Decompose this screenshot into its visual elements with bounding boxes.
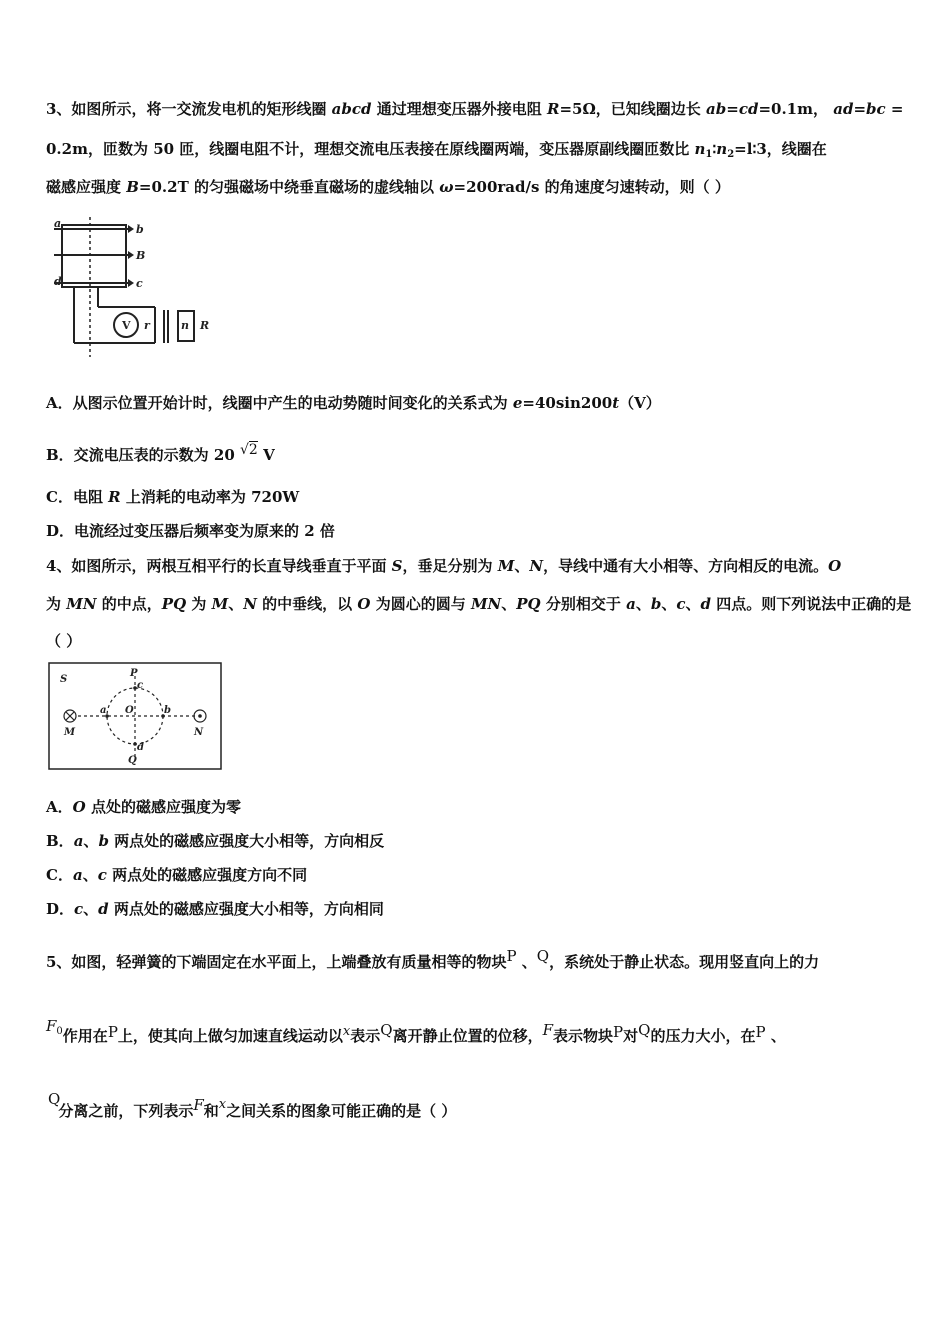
q3-line-3: 磁感应强度 B=0.2T 的匀强磁场中绕垂直磁场的虚线轴以 ω=200rad/s 的角速度匀速转动，则（ ） [46, 178, 730, 196]
parallel-wires-figure [48, 662, 224, 772]
label-a: a [100, 705, 107, 716]
label-o: O [125, 705, 134, 716]
q4-option-c: C．a、c 两点处的磁感应强度方向不同 [46, 866, 308, 884]
q3-line-1: 3、如图所示，将一交流发电机的矩形线圈 abcd 通过理想变压器外接电阻 R=5Ω，已知线圈边长 ab=cd=0.1m， ad=bc = [46, 100, 904, 118]
wire-m-symbol [64, 710, 76, 722]
wire-n-symbol [194, 710, 206, 722]
label-r: r [144, 319, 150, 332]
q3-option-d: D．电流经过变压器后频率变为原来的 2 倍 [46, 522, 335, 540]
label-V: V [122, 319, 131, 332]
q4-option-b: B．a、b 两点处的磁感应强度大小相等，方向相反 [46, 832, 385, 850]
label-n: N [194, 727, 204, 738]
label-B: B [136, 249, 146, 262]
q4-line-3: （ ） [46, 632, 82, 650]
arrow-top [128, 225, 134, 233]
q3-option-b: B．交流电压表的示数为 20 √2 V [46, 442, 275, 464]
label-d: d [54, 275, 62, 288]
label-m: M [64, 727, 76, 738]
q5-line-2: $F_0$作用在P上，使其向上做匀加速直线运动以x表示Q离开静止位置的位移，F表示物块P对Q的压力大小，在P 、 [46, 1017, 786, 1045]
generator-coil-figure [50, 215, 215, 360]
label-d: d [137, 742, 144, 753]
arrow-bottom [128, 279, 134, 287]
q3-option-a: A．从图示位置开始计时，线圈中产生的电动势随时间变化的关系式为 e=40sin200t（V） [46, 394, 661, 412]
label-R: R [200, 319, 210, 332]
q5-line-3: Q分离之前，下列表示F和x之间关系的图象可能正确的是（ ） [48, 1090, 457, 1120]
label-n: n [181, 319, 189, 332]
label-c: c [137, 680, 144, 691]
q4-line-1: 4、如图所示，两根互相平行的长直导线垂直于平面 S，垂足分别为 M、N，导线中通有大小相等、方向相反的电流。O [46, 557, 842, 575]
q3-option-c: C．电阻 R 上消耗的电动率为 720W [46, 488, 300, 506]
q4-option-a: A．O 点处的磁感应强度为零 [46, 798, 241, 816]
label-p: P [130, 668, 138, 679]
label-q: Q [128, 755, 137, 766]
q4-option-d: D．c、d 两点处的磁感应强度大小相等，方向相同 [46, 900, 384, 918]
label-s: S [60, 674, 68, 685]
label-c: c [136, 277, 143, 290]
arrow-mid [128, 251, 134, 259]
label-b: b [136, 223, 144, 236]
q4-line-2: 为 MN 的中点，PQ 为 M、N 的中垂线，以 O 为圆心的圆与 MN、PQ 分别相交于 a、b、c、d 四点。则下列说法中正确的是 [46, 595, 912, 613]
label-a: a [54, 217, 62, 230]
q5-line-1: 5、如图，轻弹簧的下端固定在水平面上，上端叠放有质量相等的物块P 、Q，系统处于静止状态。现用竖直向上的力 [46, 947, 820, 971]
label-b: b [164, 705, 171, 716]
q3-line-2: 0.2m，匝数为 50 匝，线圈电阻不计，理想交流电压表接在原线圈两端，变压器原副线圈匝数比 $n_1∶n_2=l∶3$，线圈在 [46, 140, 827, 160]
